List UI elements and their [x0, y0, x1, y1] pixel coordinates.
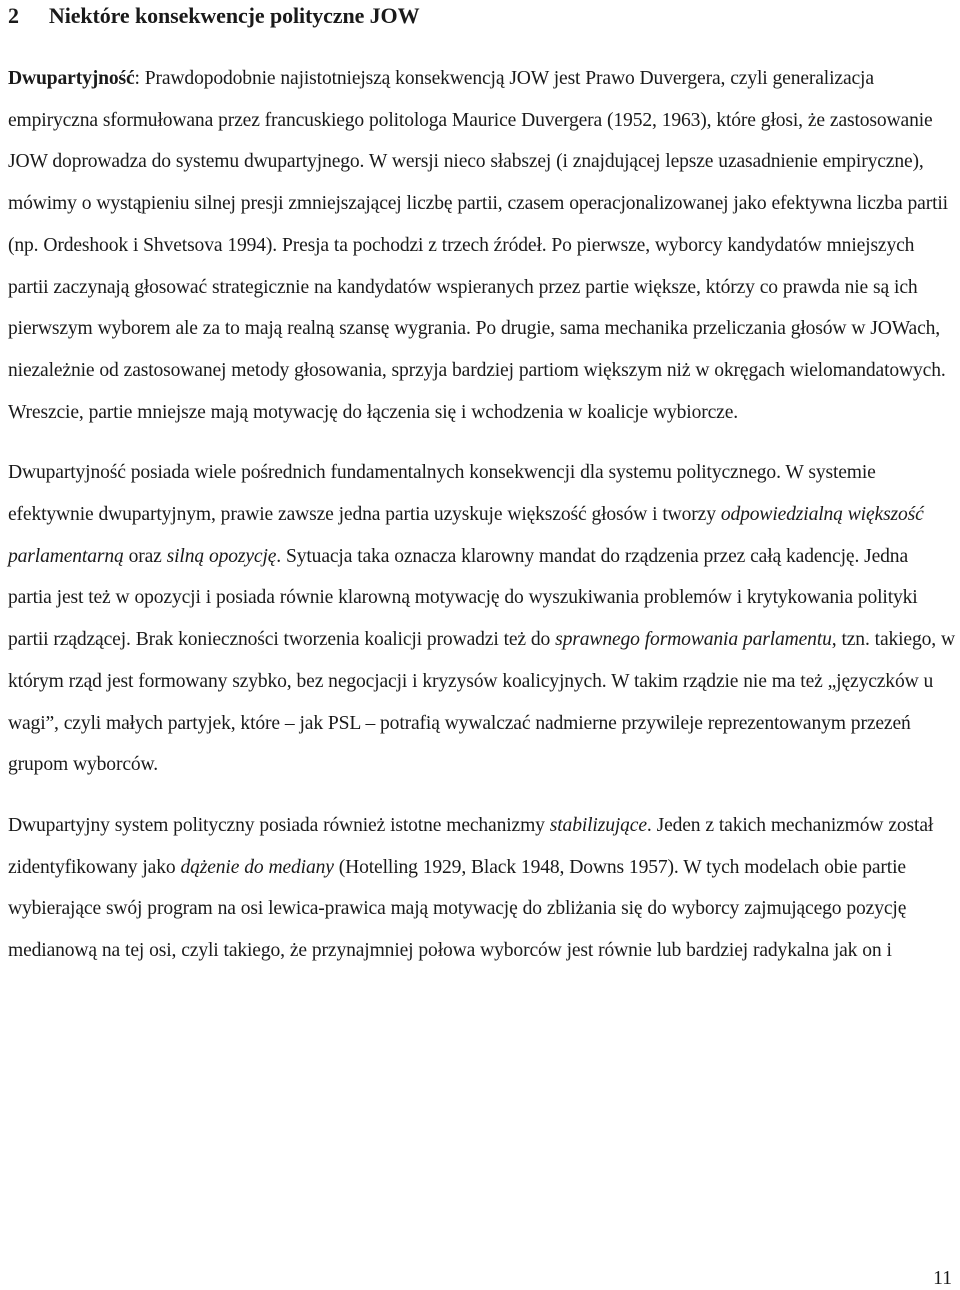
paragraph-consequences — [8, 452, 956, 786]
paragraph-text: . Sytuacja taka oznacza klarowny mandat do rządzenia przez całą kadencję. Jedna partia jest też w opozycji i posiada równie klarowną motywację do wyszukiwania problemów i krytykowania polityki partii rządzącej. Brak konieczności tworzenia koalicji prowadzi też do — [8, 545, 918, 651]
paragraph-text: , tzn. takiego, w którym rząd jest formowany szybko, bez negocjacji i kryzysów koalicyjnych. W takim rządzie nie ma też „języczków u wagi”, czyli małych partyjek, które – jak PSL – potrafią wywalczać nadmierne przywileje reprezentowanym przezeń grupom wyborców. — [8, 629, 955, 776]
paragraph-text: oraz — [123, 545, 167, 567]
section-number: 2 — [8, 3, 19, 28]
section-heading — [8, 0, 956, 30]
paragraph-lead-term: Dwupartyjność — [8, 68, 135, 89]
emphasis-text: silną opozycję — [166, 545, 277, 567]
paragraph-stabilizing-mechanisms — [8, 805, 956, 972]
section-title: Niektóre konsekwencje polityczne JOW — [48, 3, 420, 28]
paragraph-text: (Hotelling 1929, Black 1948, Downs 1957). W tych modelach obie partie wybierające swój program na osi lewica-prawica mają motywację do zbliżania się do wyborcy zajmującego pozycję medianową na tej osi, czyli takiego, że przynajmniej połowa wyborców jest równie lub bardziej radykalna jak on i — [8, 856, 907, 962]
document-page — [8, 0, 956, 972]
emphasis-text: dążenie do mediany — [180, 856, 334, 878]
paragraph-bipartisanship — [8, 58, 956, 433]
emphasis-text: odpowiedzialną większość parlamentarną — [8, 504, 924, 567]
emphasis-text: stabilizujące — [549, 814, 647, 836]
page-number: 11 — [933, 1268, 952, 1289]
paragraph-text: Dwupartyjny system polityczny posiada również istotne mechanizmy — [8, 814, 550, 836]
paragraph-text: . Jeden z takich mechanizmów został zidentyfikowany jako — [8, 814, 934, 878]
emphasis-text: sprawnego formowania parlamentu — [555, 629, 832, 651]
paragraph-text: : Prawdopodobnie najistotniejszą konsekwencją JOW jest Prawo Duvergera, czyli generalizacja empiryczna sformułowana przez francuskiego politologa Maurice Duvergera (1952, 1963), które głosi, że zastosowanie JOW doprowadza do systemu dwupartyjnego. W wersji nieco słabszej (i znajdującej lepsze uzasadnienie empiryczne), mówimy o wystąpieniu silnej presji zmniejszającej liczbę partii, czasem operacjonalizowanej jako efektywna liczba partii (np. Ordeshook i Shvetsova 1994). Presja ta pochodzi z trzech źródeł. Po pierwsze, wyborcy kandydatów mniejszych partii zaczynają głosować strategicznie na kandydatów wspieranych przez partie większe, którzy co prawda nie są ich pierwszym wyborem ale za to mają realną szansę wygrania. Po drugie, sama mechanika przeliczania głosów w JOWach, niezależnie od zastosowanej metody głosowania, sprzyja bardziej partiom większym niż w okręgach wielomandatowych. Wreszcie, partie mniejsze mają motywację do łączenia się i wchodzenia w koalicje wybiorcze. — [8, 68, 948, 423]
paragraph-text: Dwupartyjność posiada wiele pośrednich fundamentalnych konsekwencji dla systemu politycznego. W systemie efektywnie dwupartyjnym, prawie zawsze jedna partia uzyskuje większość głosów i tworzy — [8, 462, 876, 526]
